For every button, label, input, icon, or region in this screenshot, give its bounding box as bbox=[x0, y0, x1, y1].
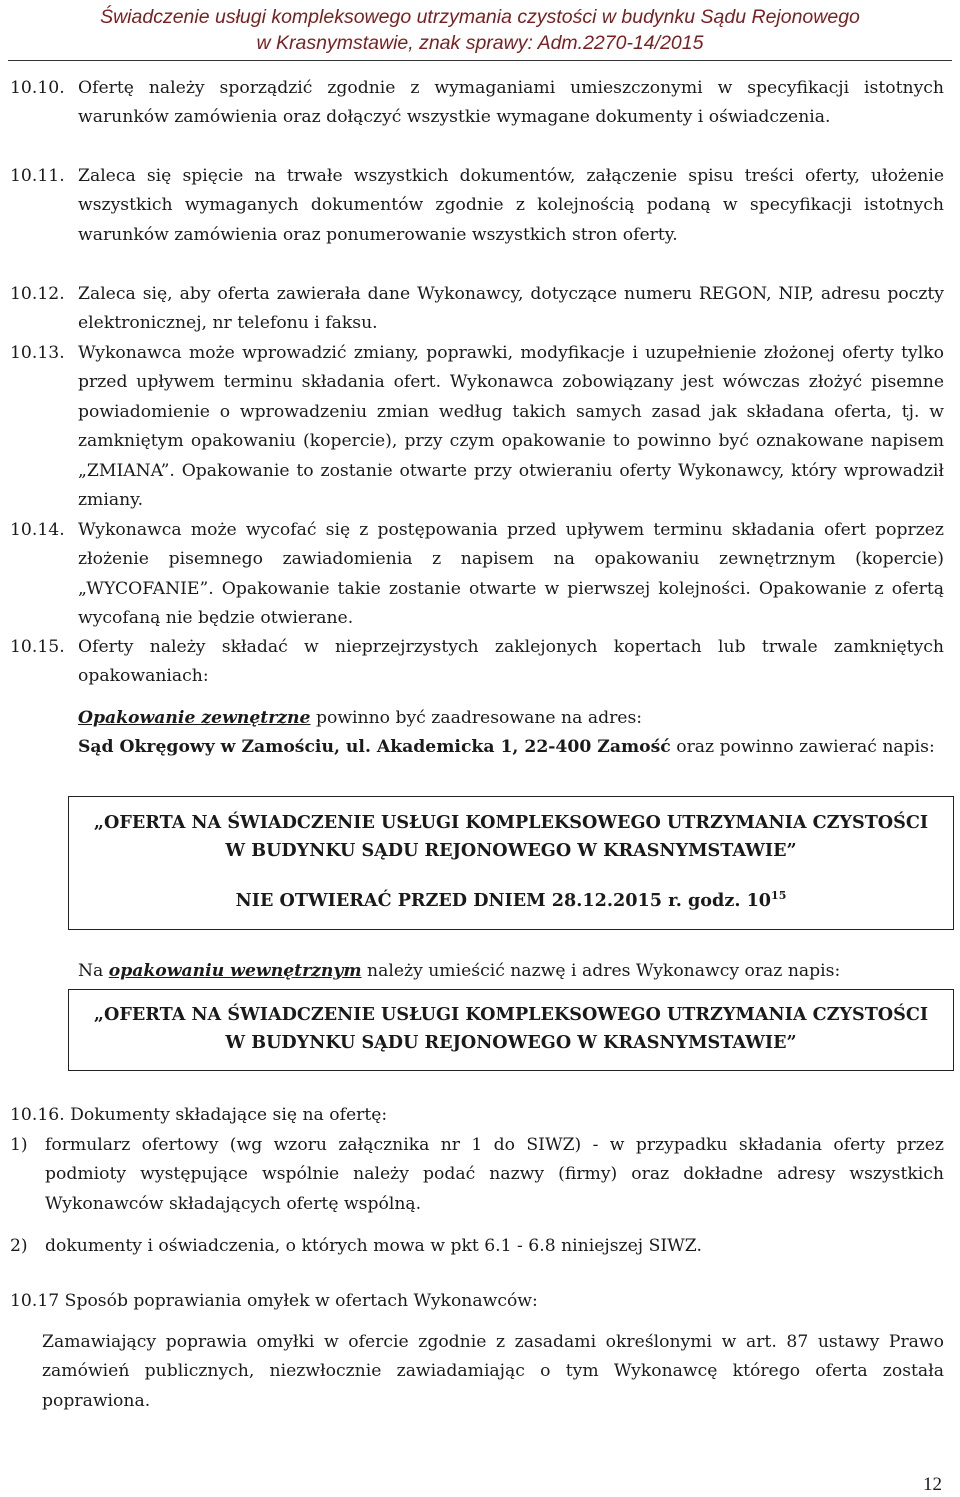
paragraph-10-14 bbox=[10, 516, 944, 634]
paragraph-text: Ofertę należy sporządzić zgodnie z wymaganiami umieszczonymi w specyfikacji istotnych warunków zamówienia oraz dołączyć wszystkie wymagane dokumenty i oświadczenia. bbox=[78, 78, 944, 128]
header-line-1: Świadczenie usługi kompleksowego utrzymania czystości w budynku Sądu Rejonowego bbox=[100, 6, 860, 28]
paragraph-number: 10.10. bbox=[10, 78, 65, 98]
outer-label-box bbox=[68, 796, 954, 930]
outer-box-line-2: W BUDYNKU SĄDU REJONOWEGO W KRASNYMSTAWIE” bbox=[225, 840, 797, 861]
list-item-number: 2) bbox=[10, 1236, 28, 1256]
section-10-17-heading: 10.17 Sposób poprawiania omyłek w ofertach Wykonawców: bbox=[10, 1291, 538, 1311]
paragraph-10-13 bbox=[10, 339, 944, 515]
paragraph-text: Wykonawca może wprowadzić zmiany, poprawki, modyfikacje i uzupełnienie złożonej oferty tylko przed upływem terminu składania ofert. Wykonawca zobowiązany jest wówczas złożyć pisemne powiadomienie o wprowadzeniu zmian według takich samych zasad jak składana oferta, tj. w zamkniętym opakowaniu (kopercie), przy czym opakowanie to powinno być oznakowane napisem „ZMIANA”. Opakowanie to zostanie otwarte przy otwieraniu oferty Wykonawcy, który wprowadził zmiany. bbox=[78, 343, 944, 511]
paragraph-text: Wykonawca może wycofać się z postępowania przed upływem terminu składania ofert poprzez złożenie pisemnego zawiadomienia z napisem na opakowaniu zewnętrznym (kopercie) „WYCOFANIE”. Opakowanie takie zostanie otwarte w pierwszej kolejności. Opakowanie z ofertą wycofaną nie będzie otwierane. bbox=[78, 520, 944, 629]
inner-package-instructions bbox=[78, 957, 944, 986]
outer-package-instructions bbox=[78, 704, 944, 763]
paragraph-text: Zaleca się spięcie na trwałe wszystkich dokumentów, załączenie spisu treści oferty, ułożenie wszystkich wymaganych dokumentów zgodnie z kolejnością podaną w specyfikacji istotnych warunków zamówienia oraz ponumerowanie wszystkich stron oferty. bbox=[78, 166, 944, 245]
paragraph-number: 10.11. bbox=[10, 166, 65, 186]
paragraph-number: 10.12. bbox=[10, 284, 65, 304]
paragraph-10-12 bbox=[10, 280, 944, 339]
paragraph-text: Zaleca się, aby oferta zawierała dane Wykonawcy, dotyczące numeru REGON, NIP, adresu poczty elektronicznej, nr telefonu i faksu. bbox=[78, 284, 944, 334]
inner-pre: Na bbox=[78, 961, 109, 981]
paragraph-text: Oferty należy składać w nieprzejrzystych zaklejonych kopertach lub trwale zamkniętych opakowaniach: bbox=[78, 637, 944, 687]
paragraph-number: 10.13. bbox=[10, 343, 65, 363]
outer-package-label-rest: powinno być zaadresowane na adres: bbox=[310, 708, 643, 728]
paragraph-10-15 bbox=[10, 633, 944, 692]
list-item-2 bbox=[10, 1232, 944, 1261]
paragraph-10-10 bbox=[10, 74, 944, 133]
inner-label-box bbox=[68, 989, 954, 1071]
header-rule bbox=[8, 60, 952, 61]
list-item-text: formularz ofertowy (wg wzoru załącznika nr 1 do SIWZ) - w przypadku składania oferty przez podmioty występujące wspólnie należy podać nazwy (firmy) oraz dokładne adresy wszystkich Wykonawców składających ofertę wspólną. bbox=[45, 1135, 944, 1214]
inner-box-line-2: W BUDYNKU SĄDU REJONOWEGO W KRASNYMSTAWIE” bbox=[225, 1032, 797, 1053]
paragraph-10-11 bbox=[10, 162, 944, 250]
header-line-2: w Krasnymstawie, znak sprawy: Adm.2270-14/2015 bbox=[256, 32, 704, 54]
paragraph-number: 10.14. bbox=[10, 520, 65, 540]
section-10-16-heading: 10.16. Dokumenty składające się na ofertę: bbox=[10, 1105, 388, 1125]
outer-box-deadline bbox=[69, 887, 953, 915]
list-item-1 bbox=[10, 1131, 944, 1219]
deadline-minutes: 15 bbox=[771, 889, 787, 903]
court-address-rest: oraz powinno zawierać napis: bbox=[670, 737, 935, 758]
list-item-number: 1) bbox=[10, 1135, 28, 1155]
document-header bbox=[0, 4, 960, 56]
inner-post: należy umieścić nazwę i adres Wykonawcy oraz napis: bbox=[361, 961, 841, 981]
deadline-text: NIE OTWIERAĆ PRZED DNIEM 28.12.2015 r. godz. 10 bbox=[235, 890, 772, 911]
outer-package-label: Opakowanie zewnętrzne bbox=[78, 708, 311, 728]
paragraph-number: 10.15. bbox=[10, 637, 65, 657]
page-number: 12 bbox=[923, 1474, 942, 1495]
list-item-text: dokumenty i oświadczenia, o których mowa w pkt 6.1 - 6.8 niniejszej SIWZ. bbox=[45, 1236, 702, 1256]
section-10-17-text: Zamawiający poprawia omyłki w ofercie zgodnie z zasadami określonymi w art. 87 ustawy Prawo zamówień publicznych, niezwłocznie zawiadamiając o tym Wykonawcę którego oferta została poprawiona. bbox=[42, 1332, 944, 1411]
court-address: Sąd Okręgowy w Zamościu, ul. Akademicka 1, 22-400 Zamość bbox=[78, 737, 671, 758]
inner-box-line-1: „OFERTA NA ŚWIADCZENIE USŁUGI KOMPLEKSOWEGO UTRZYMANIA CZYSTOŚCI bbox=[93, 1004, 929, 1025]
outer-box-line-1: „OFERTA NA ŚWIADCZENIE USŁUGI KOMPLEKSOWEGO UTRZYMANIA CZYSTOŚCI bbox=[93, 812, 929, 833]
inner-package-label: opakowaniu wewnętrznym bbox=[108, 961, 362, 981]
